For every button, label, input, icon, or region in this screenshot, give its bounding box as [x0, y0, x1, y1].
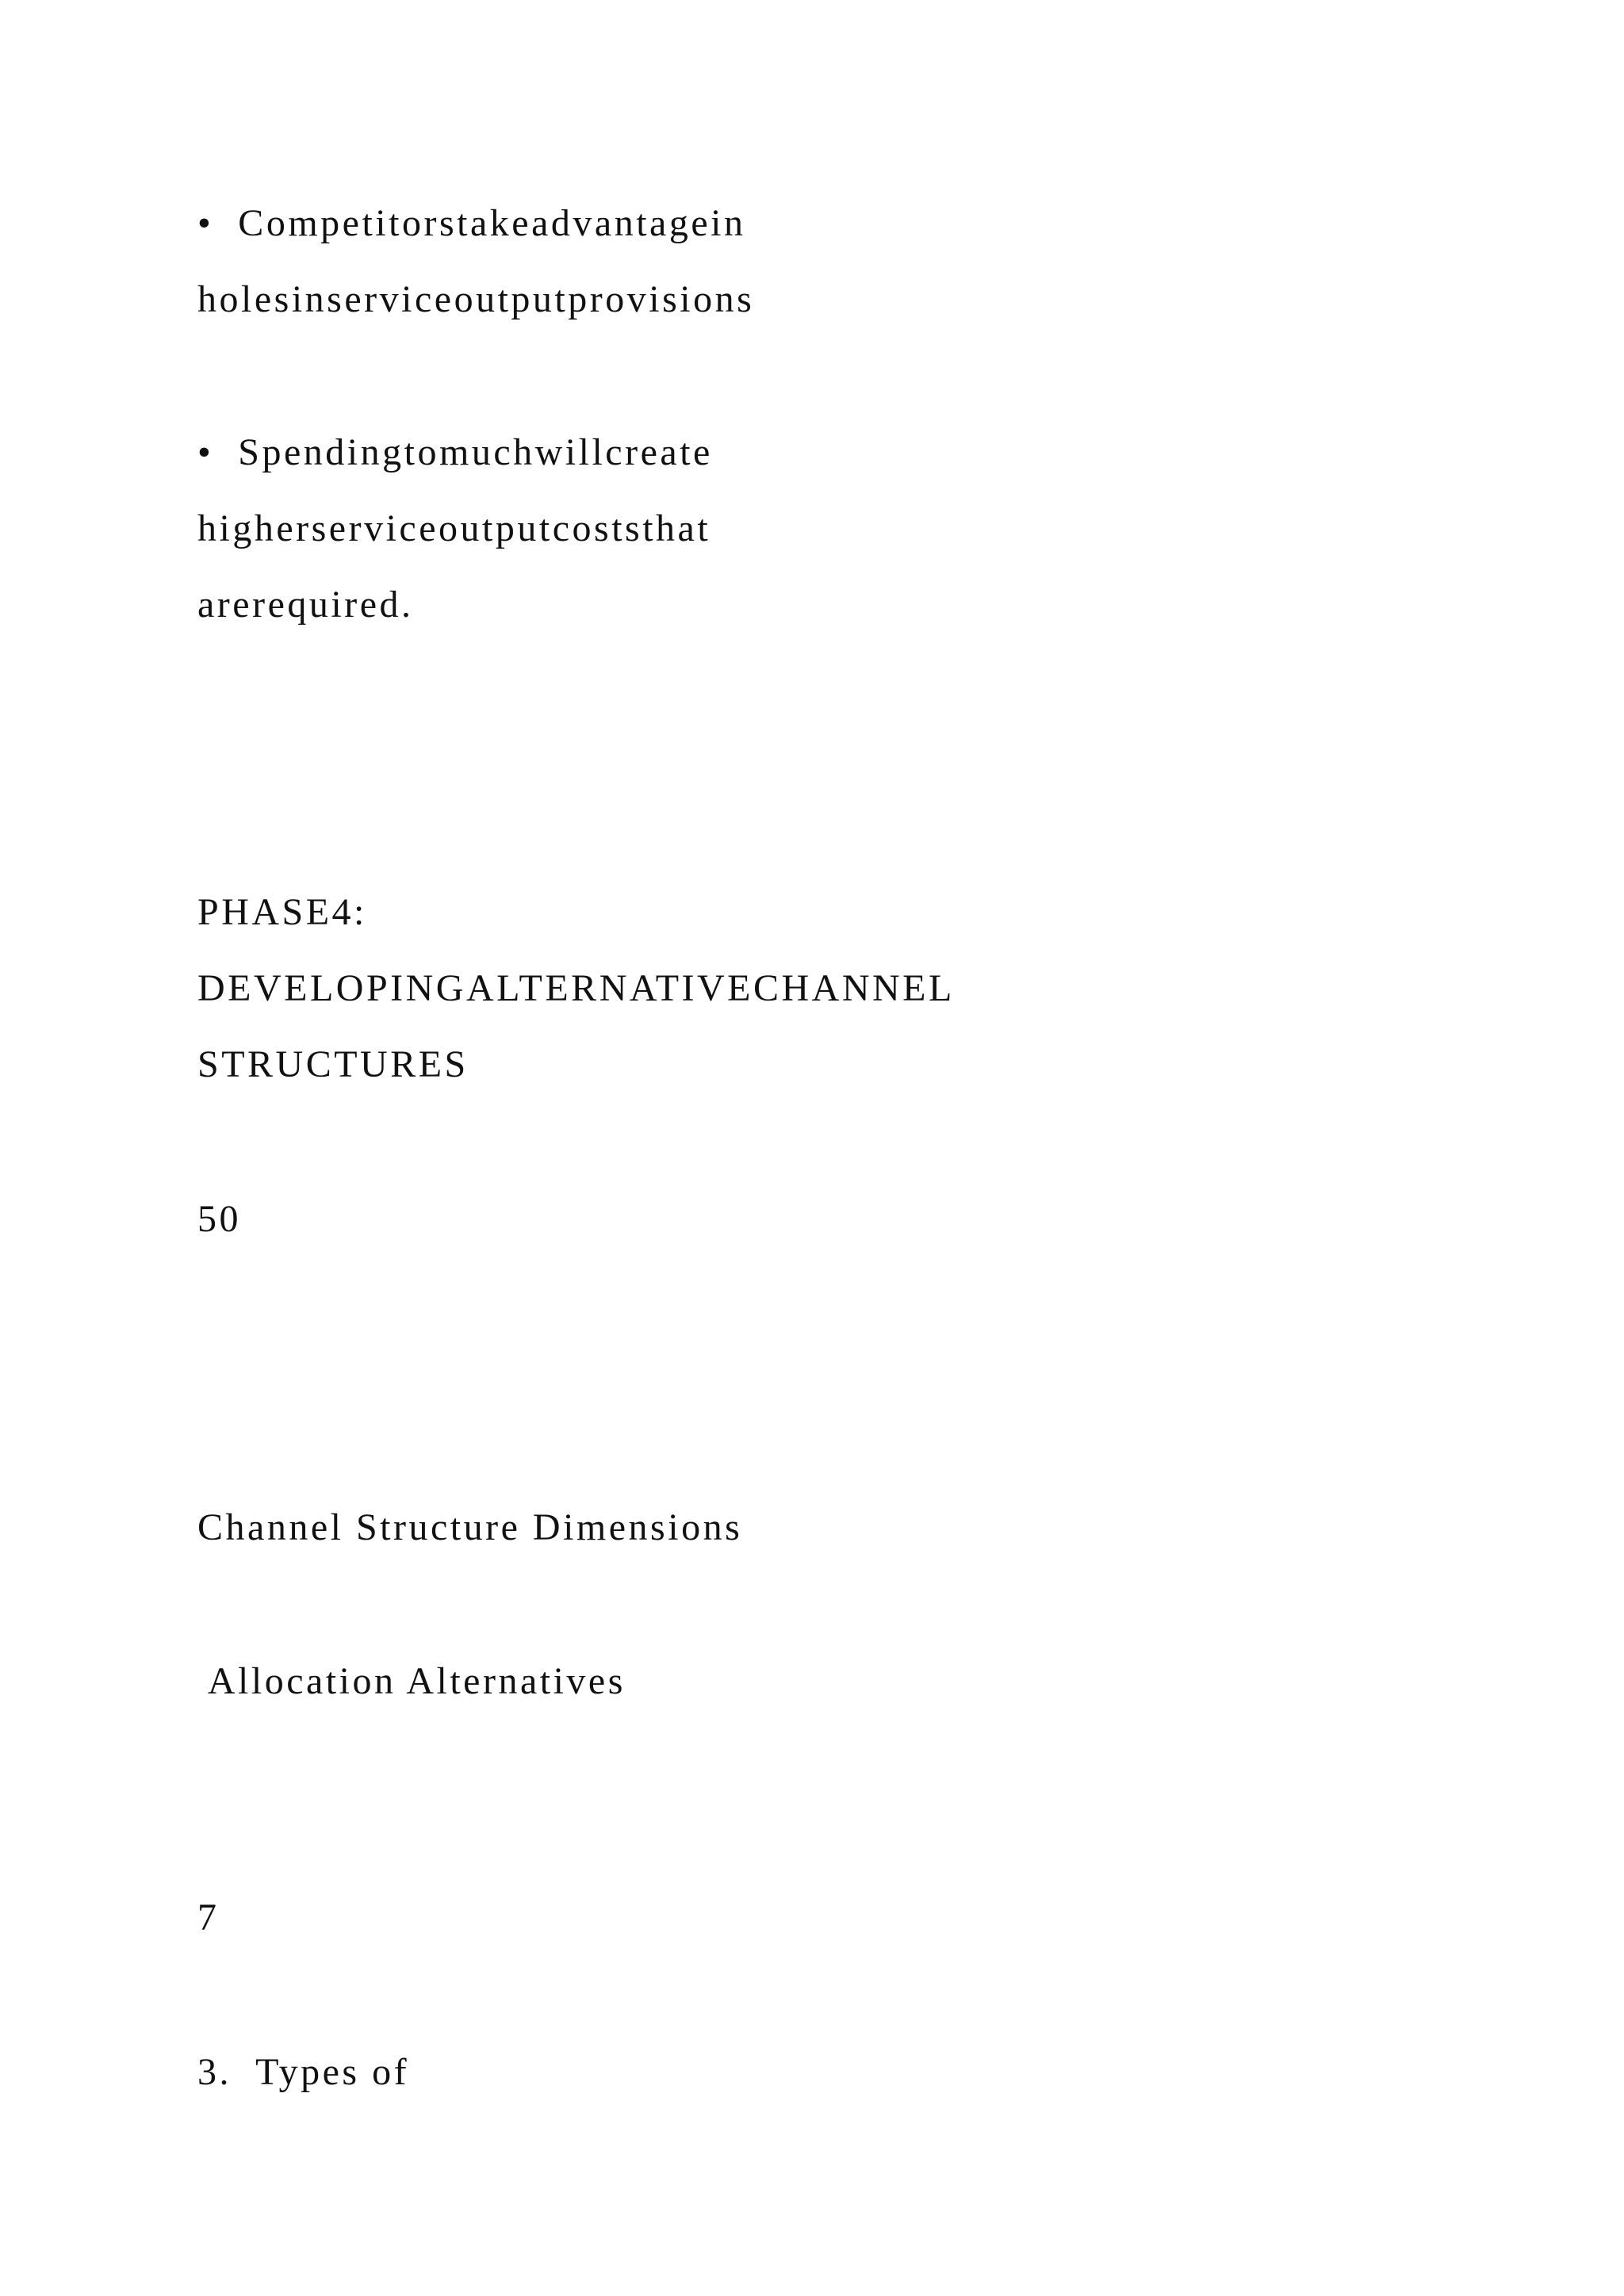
- subsection-title: Allocation Alternatives: [197, 1660, 626, 1702]
- phase-heading-line-1: PHASE4:: [197, 891, 367, 933]
- section-title: Channel Structure Dimensions: [197, 1506, 743, 1548]
- slide-number: 50: [197, 1198, 241, 1240]
- slide-number: 7: [197, 1896, 220, 1938]
- phase-heading-line-3: STRUCTURES: [197, 1043, 469, 1085]
- phase-heading-line-2: DEVELOPINGALTERNATIVECHANNEL: [197, 967, 955, 1009]
- bullet-spending-line-3: arerequired.: [197, 584, 414, 626]
- bullet-competitors-line-2: holesinserviceoutputprovisions: [197, 278, 755, 320]
- list-item: 3. Types of: [197, 2051, 410, 2093]
- bullet-spending-line-1: • Spendingtomuchwillcreate: [197, 431, 713, 473]
- bullet-competitors-line-1: • Competitorstakeadvantagein: [197, 202, 746, 244]
- bullet-spending-line-2: higherserviceoutputcoststhat: [197, 507, 711, 549]
